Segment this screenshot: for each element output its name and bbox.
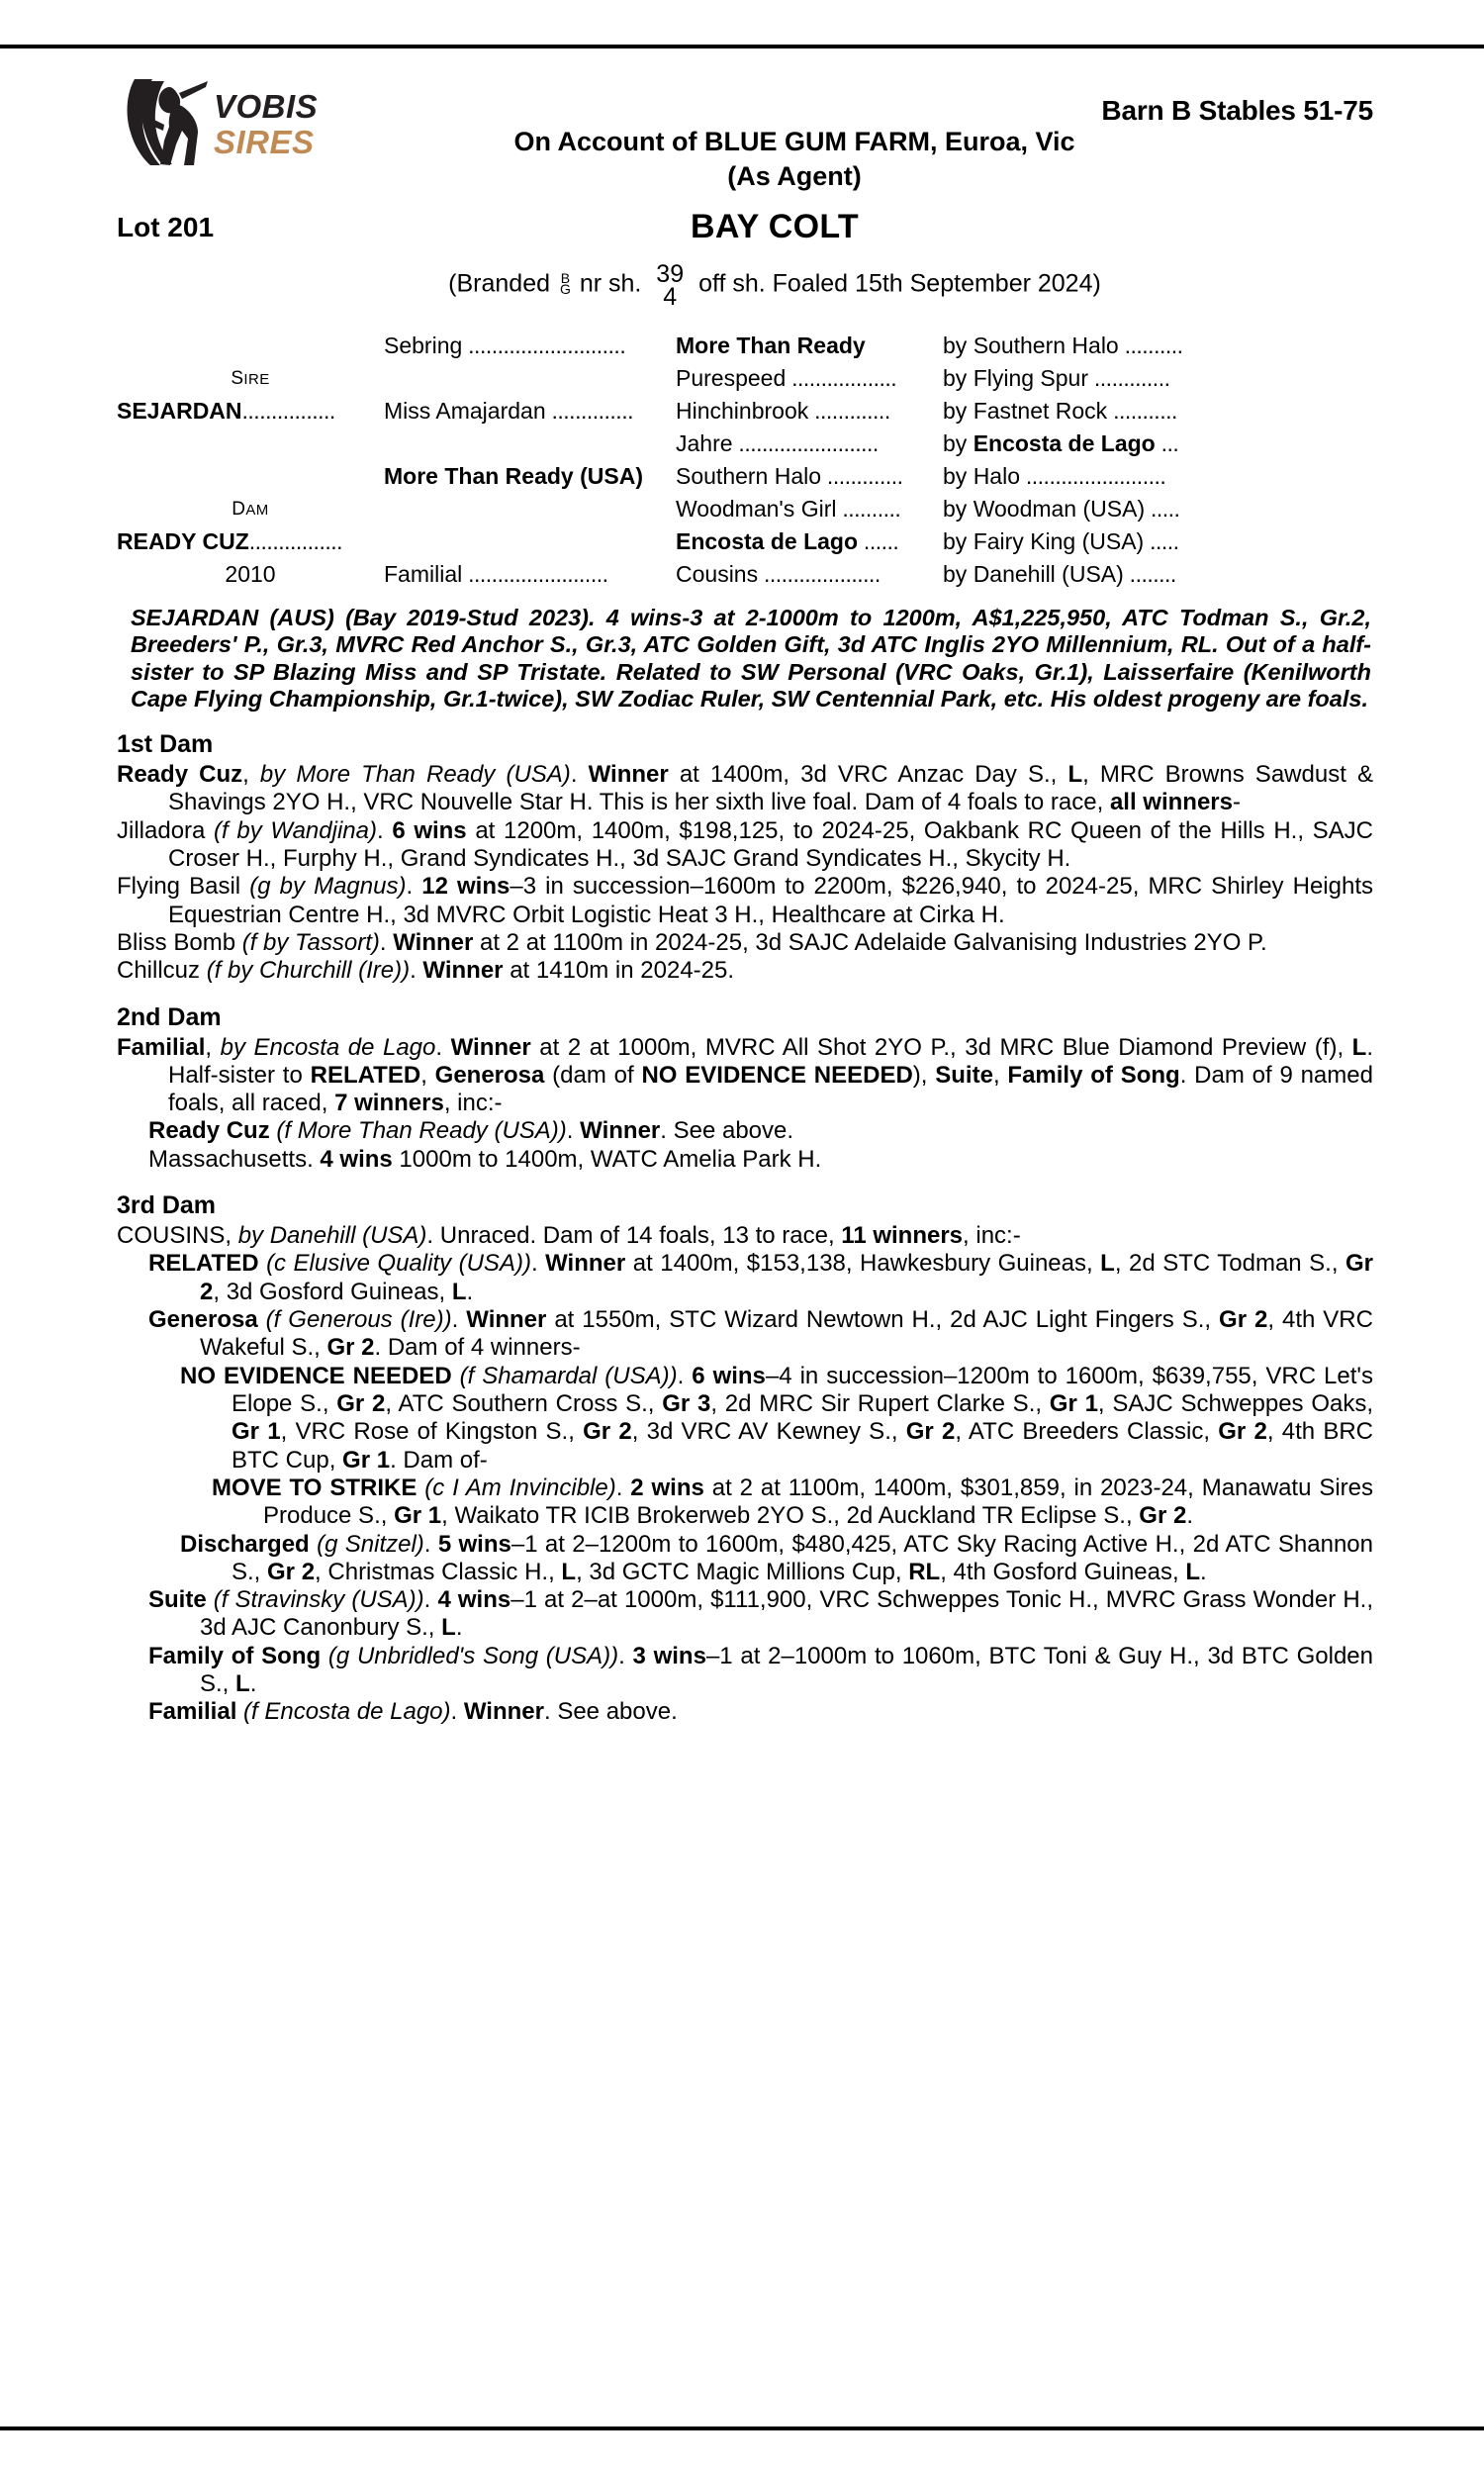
ped-col3-dots: ...... [858,528,899,554]
pedigree-cell-blank [384,493,676,525]
ped-ggp-3 [943,430,1178,456]
pedigree-cell-gp-4 [676,460,943,493]
ped-name-0-1 [384,398,633,424]
pedigree-cell-ggp-0 [943,330,1373,362]
ped-col4-name: Encosta de Lago [973,430,1156,456]
pedigree-cell-blank [384,428,676,460]
pedigree-cell-gp-0 [676,330,943,362]
sire-name-cell [117,395,384,428]
sire-dots: ................ [241,398,335,424]
ped-col3-dots: ............. [821,463,903,489]
sire-label [117,362,384,395]
pedigree-entry: NO EVIDENCE NEEDED (f Shamardal (USA)). 6 wins–4 in succession–1200m to 1600m, $639,755, VRC Let's Elope S., Gr 2, ATC Southern Cross S., Gr 3, 2d MRC Sir Rupert Clarke S., Gr 1, SAJC Schweppes Oaks, Gr 1, VRC Rose of Kingston S., Gr 2, 3d VRC AV Kewney S., Gr 2, ATC Breeders Classic, Gr 2, 4th BRC BTC Cup, Gr 1. Dam of- [180,1362,1374,1474]
vendor-account: On Account of BLUE GUM FARM, Euroa, Vic [513,127,1075,156]
pedigree-cell-gp-6 [676,525,943,558]
ped-col4-dots: .......... [1118,333,1183,358]
logo-text-sires: SIRES [214,124,315,160]
pedigree-cell-blank [117,428,384,460]
ped-col4-dots: ........................ [1020,463,1166,489]
ped-col2-name: Familial [384,561,463,587]
pedigree-cell-gp-5 [676,493,943,525]
ped-col3-name: Cousins [676,561,759,587]
ped-gp-2 [676,398,890,424]
top-rule [0,45,1484,48]
ped-ggp-0 [943,333,1183,358]
pedigree-cell-gp-1 [676,362,943,395]
ped-name-1-1 [384,561,608,587]
brand-number-stack [656,260,685,311]
ped-col3-dots: .......... [836,496,901,522]
page-content [117,61,1373,1727]
pedigree-row [117,330,1373,362]
ped-col4-name: Woodman (USA) [973,496,1146,522]
ped-name-1-0 [384,463,643,489]
dam-name-cell [117,525,384,558]
ped-ggp-7 [943,561,1176,587]
ped-ggp-5 [943,496,1179,522]
pedigree-cell-ggp-5 [943,493,1373,525]
pedigree-cell-blank [384,525,676,558]
ped-col2-dots: .............. [545,398,633,424]
pedigree-entry: Bliss Bomb (f by Tassort). Winner at 2 at 1100m in 2024-25, 3d SAJC Adelaide Galvanising Industries 2YO P. [117,928,1267,956]
brand-mark-top: B [560,269,571,286]
ped-col4-name: Halo [973,463,1020,489]
ped-col4-by: by [943,496,974,522]
ped-col3-dots: .................. [786,365,897,391]
ped-ggp-2 [943,398,1177,424]
pedigree-cell-dam-dam [384,558,676,591]
pedigree-body [117,330,1373,591]
branded-mid: nr sh. [579,269,642,298]
pedigree-row [117,493,1373,525]
pedigree-row [117,525,1373,558]
pedigree-cell-ggp-1 [943,362,1373,395]
pedigree-entry: COUSINS, by Danehill (USA). Unraced. Dam of 14 foals, 13 to race, 11 winners, inc:- [117,1222,1021,1250]
pedigree-row [117,460,1373,493]
ped-col4-name: Fastnet Rock [973,398,1108,424]
pedigree-entry: Massachusetts. 4 wins 1000m to 1400m, WATC Amelia Park H. [148,1145,822,1173]
pedigree-row [117,362,1373,395]
pedigree-cell-blank [117,330,384,362]
dam-heading: 2nd Dam [117,1002,222,1031]
pedigree-entry: Ready Cuz, by More Than Ready (USA). Winner at 1400m, 3d VRC Anzac Day S., L, MRC Browns Sawdust & Shavings 2YO H., VRC Nouvelle Star H. This is her sixth live foal. Dam of 4 foals to race, all winners- [117,761,1373,816]
pedigree-entry: Familial, by Encosta de Lago. Winner at 2 at 1000m, MVRC All Shot 2YO P., 3d MRC Blue Diamond Preview (f), L. Half-sister to RELATED, Generosa (dam of NO EVIDENCE NEEDED), Suite, Family of Song. Dam of 9 named foals, all raced, 7 winners, inc:- [117,1033,1374,1117]
ped-col3-name: Jahre [676,430,733,456]
ped-col3-name: More Than Ready [676,333,866,358]
pedigree-entry: Flying Basil (g by Magnus). 12 wins–3 in succession–1600m to 2200m, $226,940, to 2024-25, MRC Shirley Heights Equestrian Centre H., 3d MVRC Orbit Logistic Heat 3 H., Healthcare at Cirka H. [117,873,1373,928]
ped-col4-by: by [943,333,974,358]
ped-col3-name: Purespeed [676,365,787,391]
ped-col3-dots: ............. [808,398,890,424]
logo-text-vobis: VOBIS [214,88,319,125]
ped-col3-name: Woodman's Girl [676,496,837,522]
ped-col4-name: Danehill (USA) [973,561,1124,587]
ped-col4-dots: ........... [1107,398,1177,424]
ped-gp-4 [676,463,903,489]
dam-sections [117,730,1373,1727]
pedigree-cell-ggp-6 [943,525,1373,558]
ped-col4-by: by [943,528,974,554]
pedigree-cell-sire-sire [384,330,676,362]
dam-label-rest: AM [245,502,269,519]
ped-col2-name: More Than Ready (USA) [384,463,643,489]
dam-name: READY CUZ [117,528,249,554]
ped-gp-1 [676,365,896,391]
ped-gp-5 [676,496,900,522]
pedigree-cell-gp-3 [676,428,943,460]
pedigree-cell-ggp-4 [943,460,1373,493]
ped-col4-dots: ... [1155,430,1179,456]
ped-col4-by: by [943,398,974,424]
ped-col4-dots: ........ [1123,561,1176,587]
bottom-rule [0,2426,1484,2430]
pedigree-cell-ggp-7 [943,558,1373,591]
dam-label [117,493,384,525]
pedigree-row [117,428,1373,460]
dam-label-initial: D [232,499,246,520]
ped-col4-dots: ..... [1144,528,1179,554]
barn-location: Barn B Stables 51-75 [1101,95,1373,126]
pedigree-entry: Chillcuz (f by Churchill (Ire)). Winner at 1410m in 2024-25. [117,957,735,985]
dam-year: 2010 [225,561,276,587]
dam-dots: ................ [248,528,343,554]
pedigree-row [117,558,1373,591]
pedigree-entry: Ready Cuz (f More Than Ready (USA)). Winner. See above. [148,1117,794,1145]
branding-line [117,260,1373,311]
pedigree-entry: Generosa (f Generous (Ire)). Winner at 1550m, STC Wizard Newtown H., 2d AJC Light Fingers S., Gr 2, 4th VRC Wakeful S., Gr 2. Dam of 4 winners- [148,1306,1373,1362]
ped-col4-by: by [943,365,974,391]
sire-summary-paragraph: SEJARDAN (AUS) (Bay 2019-Stud 2023). 4 wins-3 at 2-1000m to 1200m, A$1,225,950, ATC Todman S., Gr.2, Breeders' P., Gr.3, MVRC Red Anchor S., Gr.3, ATC Golden Gift, 3d ATC Inglis 2YO Millennium, RL. Out of a half-sister to SP Blazing Miss and SP Tristate. Related to SW Personal (VRC Oaks, Gr.1), Laisserfaire (Kenilworth Cape Flying Championship, Gr.1-twice), SW Zodiac Ruler, SW Centennial Park, etc. His oldest progeny are foals. [131,605,1371,712]
ped-col3-dots: .................... [758,561,881,587]
ped-gp-0 [676,333,866,358]
pedigree-cell-ggp-3 [943,428,1373,460]
pedigree-entry: Jilladora (f by Wandjina). 6 wins at 1200m, 1400m, $198,125, to 2024-25, Oakbank RC Queen of the Hills H., SAJC Croser H., Furphy H., Grand Syndicates H., 3d SAJC Grand Syndicates H., Skycity H. [117,816,1374,872]
agent-note: (As Agent) [727,161,862,191]
pedigree-table [117,330,1373,591]
ped-col3-name: Hinchinbrook [676,398,809,424]
sire-label-initial: S [231,368,244,389]
ped-gp-7 [676,561,881,587]
ped-col2-name: Sebring [384,333,463,358]
pedigree-entry: MOVE TO STRIKE (c I Am Invincible). 2 wins at 2 at 1100m, 1400m, $301,859, in 2023-24, Manawatu Sires Produce S., Gr 1, Waikato TR ICIB Brokerweb 2YO S., 2d Auckland TR Eclipse S., Gr 2. [212,1474,1374,1530]
branded-prefix: (Branded [448,269,551,298]
dam-heading: 1st Dam [117,730,214,758]
dam-heading: 3rd Dam [117,1191,217,1220]
pedigree-entry: Family of Song (g Unbridled's Song (USA)). 3 wins–1 at 2–1000m to 1060m, BTC Toni & Guy H., 3d BTC Golden S., L. [148,1642,1373,1698]
pedigree-row [117,395,1373,428]
pedigree-cell-dam-sire [384,460,676,493]
pedigree-entry: Discharged (g Snitzel). 5 wins–1 at 2–1200m to 1600m, $480,425, ATC Sky Racing Active H., 2d ATC Shannon S., Gr 2, Christmas Classic H., L, 3d GCTC Magic Millions Cup, RL, 4th Gosford Guineas, L. [180,1530,1373,1585]
ped-name-0-0 [384,333,625,358]
ped-ggp-4 [943,463,1165,489]
ped-col3-dots: ........................ [732,430,879,456]
ped-col4-dots: ............. [1088,365,1170,391]
sire-name: SEJARDAN [117,398,242,424]
branded-suffix: off sh. Foaled 15th September 2024) [698,269,1101,298]
pedigree-entry: Suite (f Stravinsky (USA)). 4 wins–1 at 2–at 1000m, $111,900, VRC Schweppes Tonic H., MVRC Grass Wonder H., 3d AJC Canonbury S., L. [148,1586,1374,1642]
ped-gp-6 [676,528,898,554]
ped-col2-dots: ........................... [462,333,626,358]
ped-col3-name: Encosta de Lago [676,528,859,554]
brand-mark-icon [559,269,571,297]
pedigree-cell-blank [117,460,384,493]
ped-gp-3 [676,430,879,456]
ped-col4-by: by [943,463,974,489]
ped-col4-dots: ..... [1145,496,1180,522]
pedigree-entry: Familial (f Encosta de Lago). Winner. See above. [148,1698,678,1726]
lot-title-row [117,208,1373,255]
ped-col4-name: Southern Halo [973,333,1119,358]
ped-col4-by: by [943,561,974,587]
pedigree-cell-sire-dam [384,395,676,428]
ped-ggp-6 [943,528,1179,554]
ped-col3-name: Southern Halo [676,463,822,489]
ped-col4-name: Flying Spur [973,365,1089,391]
ped-col4-name: Fairy King (USA) [973,528,1145,554]
ped-ggp-1 [943,365,1169,391]
ped-col2-name: Miss Amajardan [384,398,546,424]
lot-number: Lot 201 [117,212,215,242]
brand-number-top: 39 [656,260,685,288]
page-header [117,61,1373,191]
pedigree-cell-gp-7 [676,558,943,591]
ped-col2-dots: ........................ [462,561,608,587]
pedigree-entry: RELATED (c Elusive Quality (USA)). Winner at 1400m, $153,138, Hawkesbury Guineas, L, 2d STC Todman S., Gr 2, 3d Gosford Guineas, L. [148,1250,1374,1305]
brand-mark-bottom: G [559,281,571,297]
brand-number-bottom: 4 [663,283,678,311]
sire-label-rest: IRE [243,371,270,388]
ped-col4-by: by [943,430,974,456]
pedigree-cell-ggp-2 [943,395,1373,428]
pedigree-cell-blank [384,362,676,395]
horse-sex-colour: BAY COLT [691,208,859,245]
pedigree-cell-gp-2 [676,395,943,428]
